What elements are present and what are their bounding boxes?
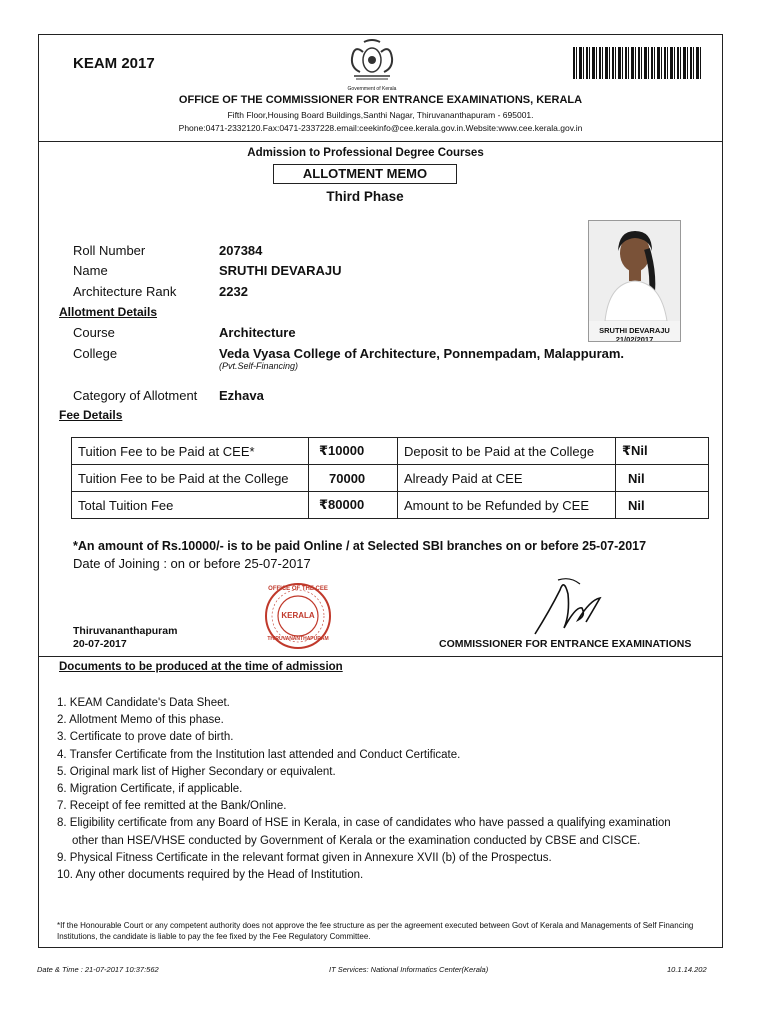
commissioner-designation: COMMISSIONER FOR ENTRANCE EXAMINATIONS — [439, 638, 692, 650]
documents-divider — [38, 656, 723, 657]
rank-label: Architecture Rank — [73, 284, 177, 299]
commissioner-signature — [530, 570, 610, 638]
header-divider — [38, 141, 723, 142]
list-item: 1. KEAM Candidate's Data Sheet. — [57, 697, 230, 709]
list-item: 8. Eligibility certificate from any Board of HSE in Kerala, in case of candidates who have passed a qualifying examination — [57, 817, 671, 830]
photo-name: SRUTHI DEVARAJU — [599, 326, 670, 335]
roll-number-value: 207384 — [219, 243, 263, 258]
fee-label: Total Tuition Fee — [72, 492, 309, 519]
category-label: Category of Allotment — [73, 388, 198, 403]
fee-amount: 70000 — [309, 465, 398, 492]
category-value: Ezhava — [219, 388, 264, 403]
list-item: 3. Certificate to prove date of birth. — [57, 731, 234, 744]
list-item: 2. Allotment Memo of this phase. — [57, 714, 224, 727]
list-item: 4. Transfer Certificate from the Institution last attended and Conduct Certificate. — [57, 748, 461, 761]
office-address: Fifth Floor,Housing Board Buildings,Santhi Nagar, Thiruvananthapuram - 695001. — [227, 110, 534, 120]
sign-date: 20-07-2017 — [73, 638, 127, 650]
office-contact: Phone:0471-2332120.Fax:0471-2337228.email:ceekinfo@cee.kerala.gov.in.Website:www.cee.kerala.gov.in — [178, 123, 583, 133]
list-item: 6. Migration Certificate, if applicable. — [57, 783, 243, 796]
memo-phase: Third Phase — [326, 189, 404, 204]
photo-date: 21/02/2017 — [615, 335, 654, 342]
seal-bottom-text: THIRUVANANTHAPURAM — [267, 636, 329, 642]
college-type: (Pvt.Self-Financing) — [219, 361, 299, 371]
fee-label: Tuition Fee to be Paid at the College — [72, 465, 309, 492]
list-item: other than HSE/VHSE conducted by Government of Kerala or the examination conducted by CBSE and CISCE. — [72, 834, 641, 847]
roll-number-label: Roll Number — [73, 243, 146, 258]
college-value: Veda Vyasa College of Architecture, Ponnempadam, Malappuram. — [219, 346, 625, 361]
name-value: SRUTHI DEVARAJU — [219, 263, 342, 278]
fee-disclaimer: *If the Honourable Court or any competent authority does not approve the fee structure as per the agreement executed between Govt of Kerala and Managements of Self Financing Institutions, the candidate is liable to pay the fee fixed by the Fee Regulatory Committee. — [57, 921, 694, 941]
fee-label: Tuition Fee to be Paid at CEE* — [72, 438, 309, 465]
memo-heading: Admission to Professional Degree Courses — [247, 147, 484, 159]
kerala-emblem-icon — [346, 38, 398, 86]
fee-label: Already Paid at CEE — [398, 465, 616, 492]
documents-title: Documents to be produced at the time of admission — [59, 661, 343, 673]
fee-amount: ₹10000 — [309, 438, 398, 465]
office-name: OFFICE OF THE COMMISSIONER FOR ENTRANCE EXAMINATIONS, KERALA — [178, 94, 583, 106]
list-item: 7. Receipt of fee remitted at the Bank/Online. — [57, 800, 287, 813]
fee-amount: Nil — [616, 492, 709, 519]
footer-ip: 10.1.14.202 — [667, 965, 707, 974]
memo-title: ALLOTMENT MEMO — [273, 164, 457, 184]
list-item: 9. Physical Fitness Certificate in the relevant format given in Annexure XVII (b) of the Prospectus. — [57, 851, 552, 864]
fee-amount: ₹Nil — [616, 438, 709, 465]
fee-table — [71, 437, 709, 519]
rank-value: 2232 — [219, 284, 248, 299]
joining-note: Date of Joining : on or before 25-07-2017 — [73, 556, 311, 571]
list-item: 10. Any other documents required by the Head of Institution. — [57, 869, 364, 882]
footer-datetime: Date & Time : 21-07-2017 10:37:562 — [37, 965, 159, 974]
fee-amount: ₹80000 — [309, 492, 398, 519]
fee-amount: Nil — [616, 465, 709, 492]
course-value: Architecture — [219, 325, 296, 340]
name-label: Name — [73, 263, 108, 278]
course-label: Course — [73, 325, 115, 340]
candidate-photo — [588, 220, 681, 342]
seal-top-text: OFFICE OF THE CEE — [268, 586, 328, 592]
fee-row — [72, 465, 709, 492]
payment-note: *An amount of Rs.10000/- is to be paid Online / at Selected SBI branches on or before 25-07-2017 — [73, 539, 647, 553]
seal-center-text: KERALA — [281, 611, 315, 620]
fee-row — [72, 492, 709, 519]
college-label: College — [73, 346, 118, 361]
allotment-section-title: Allotment Details — [59, 305, 158, 319]
footer-it-services: IT Services: National Informatics Center(Kerala) — [329, 965, 489, 974]
fee-label: Deposit to be Paid at the College — [398, 438, 616, 465]
exam-title: KEAM 2017 — [73, 55, 155, 72]
fee-section-title: Fee Details — [59, 408, 123, 422]
fee-row — [72, 438, 709, 465]
emblem-caption: Government of Kerala — [347, 86, 397, 92]
fee-label: Amount to be Refunded by CEE — [398, 492, 616, 519]
barcode — [573, 47, 703, 79]
sign-place: Thiruvananthapuram — [73, 625, 178, 637]
documents-list — [57, 695, 717, 884]
list-item: 5. Original mark list of Higher Secondary or equivalent. — [57, 765, 336, 778]
